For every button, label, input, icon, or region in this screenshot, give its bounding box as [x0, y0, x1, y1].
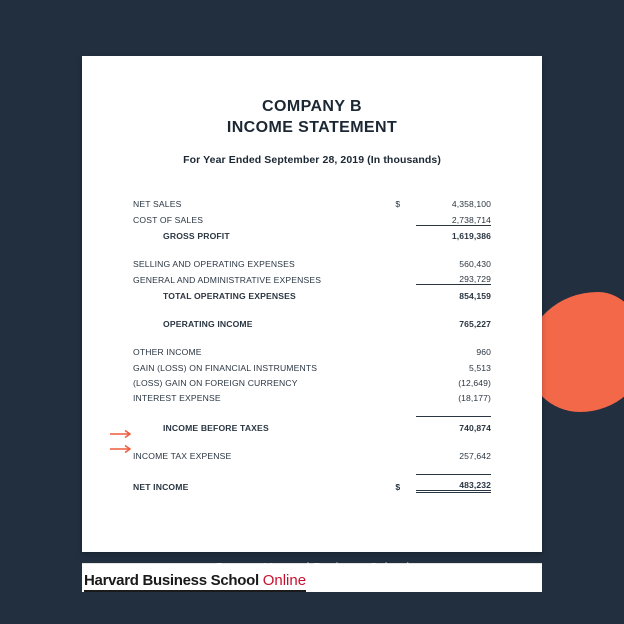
table-spacer	[133, 301, 491, 314]
row-value: 5,513	[468, 362, 491, 373]
row-value: 257,642	[459, 450, 491, 461]
table-spacer	[133, 329, 491, 342]
row-label: INCOME BEFORE TAXES	[163, 422, 269, 433]
row-label: TOTAL OPERATING EXPENSES	[163, 290, 296, 301]
row-currency	[395, 209, 415, 225]
arrow-interest-expense-icon	[110, 444, 134, 454]
row-currency	[395, 357, 415, 372]
arrow-loss-gain-foreign-currency-icon	[110, 429, 134, 439]
table-row	[133, 254, 491, 269]
row-label: (LOSS) GAIN ON FOREIGN CURRENCY	[133, 377, 298, 388]
logo-underline	[84, 590, 306, 592]
table-row-income-before-taxes	[133, 417, 491, 433]
table-row-foreign-currency	[133, 373, 491, 388]
row-currency	[395, 285, 415, 301]
row-value: 560,430	[459, 259, 491, 270]
table-spacer	[133, 433, 491, 446]
row-currency	[395, 254, 415, 269]
row-value: 854,159	[416, 285, 491, 301]
row-currency	[395, 314, 415, 329]
row-label: INCOME TAX EXPENSE	[133, 450, 232, 461]
document-title-line2: INCOME STATEMENT	[226, 119, 398, 136]
row-value: 765,227	[459, 319, 491, 330]
row-label: GENERAL AND ADMINISTRATIVE EXPENSES	[133, 274, 322, 285]
table-row-gross-profit	[133, 225, 491, 241]
row-label: OPERATING INCOME	[163, 319, 253, 330]
row-value: 960	[476, 347, 491, 358]
table-row-interest-expense	[133, 388, 491, 403]
table-spacer	[133, 403, 491, 417]
document-subtitle: For Year Ended September 28, 2019 (In thousands)	[183, 154, 441, 166]
row-value: (12,649)	[458, 377, 491, 388]
row-value: 1,619,386	[416, 225, 491, 241]
row-value: 483,232	[416, 474, 491, 491]
table-row-total-operating-expenses	[133, 285, 491, 301]
table-row	[133, 269, 491, 285]
row-value: 4,358,100	[451, 199, 491, 210]
table-row	[133, 342, 491, 357]
row-value: 740,874	[416, 417, 491, 433]
row-label: SELLING AND OPERATING EXPENSES	[133, 259, 295, 270]
income-statement-table	[133, 194, 491, 493]
table-row	[133, 446, 491, 461]
row-value: 2,738,714	[451, 214, 491, 225]
row-label: NET INCOME	[133, 481, 189, 492]
row-currency	[395, 342, 415, 357]
row-label: OTHER INCOME	[133, 347, 202, 358]
table-spacer	[133, 241, 491, 254]
row-label: GROSS PROFIT	[163, 230, 230, 241]
row-value: (18,177)	[458, 393, 491, 404]
row-currency	[395, 373, 415, 388]
row-currency	[395, 269, 415, 285]
document-title-line1: COMPANY B	[262, 98, 362, 115]
row-currency	[395, 417, 415, 433]
source-caption: Source: Harvard Business School	[214, 560, 410, 575]
table-row	[133, 209, 491, 225]
table-row	[133, 357, 491, 372]
row-currency: $	[395, 481, 401, 492]
document-title	[82, 96, 542, 138]
row-currency	[395, 446, 415, 461]
table-row-operating-income	[133, 314, 491, 329]
row-currency	[395, 388, 415, 403]
row-label: INTEREST EXPENSE	[133, 393, 221, 404]
logo-accent-text: Online	[262, 572, 307, 589]
table-spacer	[133, 461, 491, 475]
row-label: COST OF SALES	[133, 215, 204, 226]
table-row	[133, 194, 491, 209]
row-currency: $	[395, 199, 401, 210]
logo-main-text: Harvard Business School	[84, 572, 259, 589]
row-value: 293,729	[459, 274, 491, 285]
row-label: NET SALES	[133, 199, 182, 210]
table-row-net-income	[133, 474, 491, 491]
row-currency	[395, 225, 415, 241]
row-label: GAIN (LOSS) ON FINANCIAL INSTRUMENTS	[133, 362, 318, 373]
